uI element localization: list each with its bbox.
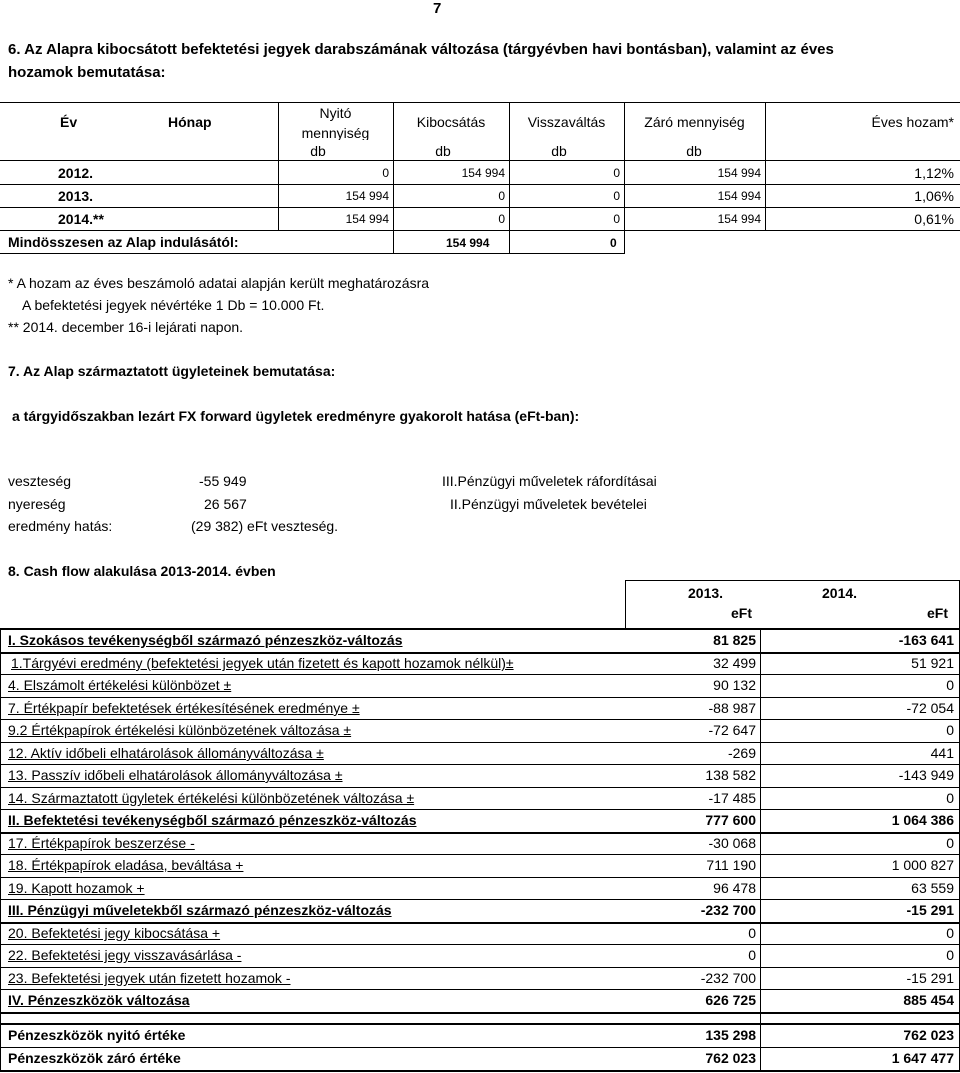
row-nyito: 154 994 — [345, 189, 389, 203]
fx-label: nyereség — [8, 496, 66, 512]
header-hozam: Éves hozam* — [871, 114, 954, 130]
cf-row-label: IV. Pénzeszközök változása — [8, 992, 190, 1008]
cf-row-label: 12. Aktív időbeli elhatárolások állományváltozása ± — [8, 745, 324, 761]
cf-row-value-2013: 777 600 — [705, 812, 756, 828]
cf-row-value-2014: 63 559 — [911, 880, 954, 896]
fx-value: -55 949 — [199, 473, 247, 489]
cf-row-label: 14. Származtatott ügyletek értékelési különbözetének változása ± — [8, 790, 415, 806]
unit-db: db — [686, 143, 702, 159]
cf-row-label: 13. Passzív időbeli elhatárolások állományváltozása ± — [8, 767, 343, 783]
cf-row-value-2013: 626 725 — [705, 992, 756, 1008]
cf-row-label: II. Befektetési tevékenységből származó pénzeszköz-változás — [8, 812, 417, 828]
fx-label: veszteség — [8, 473, 72, 489]
row-visszavaltas: 0 — [613, 189, 620, 203]
fx-label: eredmény hatás: — [8, 518, 113, 534]
cf-row-value-2013: -232 700 — [700, 902, 756, 918]
cf-bottom-v2: 1 647 477 — [891, 1050, 954, 1066]
cf-row-value-2014: 0 — [946, 790, 954, 806]
cf-row-label: 17. Értékpapírok beszerzése - — [8, 835, 195, 851]
note: * A hozam az éves beszámoló adatai alapján került meghatározásra — [8, 275, 430, 291]
row-visszavaltas: 0 — [613, 212, 620, 226]
header-kibocsatas: Kibocsátás — [416, 114, 486, 130]
cf-row-label: 1.Tárgyévi eredmény (befektetési jegyek után fizetett és kapott hozamok nélkül)± — [11, 655, 514, 671]
fx-note: II.Pénzügyi műveletek bevételei — [450, 496, 647, 512]
section7-subtitle: a tárgyidőszakban lezárt FX forward ügyletek eredményre gyakorolt hatása (eFt-ban): — [12, 408, 580, 424]
cf-row-value-2013: 32 499 — [713, 655, 756, 671]
cf-row-value-2014: 0 — [946, 925, 954, 941]
cf-row-label: 19. Kapott hozamok + — [8, 880, 145, 896]
cf-bottom-v1: 762 023 — [705, 1050, 756, 1066]
row-zaro: 154 994 — [717, 212, 761, 226]
cf-row-value-2013: -72 647 — [708, 722, 756, 738]
unit-db: db — [435, 143, 451, 159]
cf-row-value-2014: 0 — [946, 677, 954, 693]
cf-row-value-2014: -15 291 — [906, 902, 954, 918]
cf-row-value-2013: 138 582 — [705, 767, 756, 783]
cf-row-value-2013: 81 825 — [713, 632, 756, 648]
cf-row-value-2014: 1 064 386 — [891, 812, 954, 828]
header-visszavaltas: Visszaváltás — [527, 114, 606, 130]
header-nyito-2: mennyiség — [301, 125, 370, 140]
section6-title-line2: hozamok bemutatása: — [8, 64, 166, 81]
cf-row-value-2013: -17 485 — [708, 790, 756, 806]
cf-year1: 2013. — [688, 585, 724, 601]
cf-row-value-2014: 441 — [930, 745, 954, 761]
cf-row-value-2013: 711 190 — [706, 857, 756, 873]
fx-note: III.Pénzügyi műveletek ráfordításai — [442, 473, 657, 489]
cf-row-label: 7. Értékpapír befektetések értékesítésének eredménye ± — [8, 700, 360, 716]
cf-row-value-2013: -88 987 — [708, 700, 756, 716]
row-hozam: 1,12% — [914, 165, 954, 181]
row-hozam: 1,06% — [914, 188, 954, 204]
row-year: 2013. — [58, 188, 94, 204]
cf-bottom-label: Pénzeszközök nyitó értéke — [8, 1027, 186, 1043]
row-nyito: 0 — [382, 166, 389, 180]
cf-row-value-2013: 96 478 — [713, 880, 756, 896]
cf-row-label: 9.2 Értékpapírok értékelési különbözetének változása ± — [8, 722, 352, 738]
header-nyito-1: Nyitó — [319, 105, 352, 121]
section7-title: 7. Az Alap származtatott ügyleteinek bemutatása: — [8, 363, 336, 379]
cf-row-value-2013: 0 — [748, 925, 756, 941]
header-honap: Hónap — [168, 114, 212, 130]
cf-row-value-2013: -269 — [727, 745, 756, 761]
note: A befektetési jegyek névértéke 1 Db = 10.000 Ft. — [22, 297, 325, 313]
fx-value: (29 382) eFt veszteség. — [191, 518, 339, 534]
unit-db: db — [310, 143, 326, 159]
cf-bottom-v1: 135 298 — [705, 1027, 756, 1043]
total-label: Mindösszesen az Alap indulásától: — [8, 234, 239, 250]
total-visszavaltas: 0 — [610, 236, 617, 250]
cf-bottom-label: Pénzeszközök záró értéke — [8, 1050, 181, 1066]
cf-row-value-2014: -72 054 — [906, 700, 954, 716]
header-zaro: Záró mennyiség — [644, 114, 745, 130]
section8-title: 8. Cash flow alakulása 2013-2014. évben — [8, 563, 276, 579]
cf-row-value-2014: 0 — [946, 947, 954, 963]
cf-row-value-2014: 1 000 827 — [891, 857, 954, 873]
cf-row-value-2014: 0 — [946, 722, 954, 738]
cf-row-label: 4. Elszámolt értékelési különbözet ± — [8, 677, 232, 693]
cf-row-label: 20. Befektetési jegy kibocsátása + — [8, 925, 221, 941]
row-zaro: 154 994 — [717, 166, 761, 180]
cf-bottom-v2: 762 023 — [903, 1027, 954, 1043]
fx-value: 26 567 — [204, 496, 247, 512]
cf-row-label: I. Szokásos tevékenységből származó pénzeszköz-változás — [8, 632, 403, 648]
total-kibocsatas: 154 994 — [446, 236, 490, 250]
cf-year2: 2014. — [822, 585, 858, 601]
row-kibocsatas: 154 994 — [461, 166, 505, 180]
row-nyito: 154 994 — [345, 212, 389, 226]
note: ** 2014. december 16-i lejárati napon. — [8, 319, 244, 335]
cf-row-value-2014: -143 949 — [898, 767, 954, 783]
row-hozam: 0,61% — [914, 211, 954, 227]
header-ev: Év — [60, 114, 78, 130]
row-kibocsatas: 0 — [498, 189, 505, 203]
cf-row-value-2013: 0 — [748, 947, 756, 963]
row-year: 2014.** — [58, 211, 104, 227]
cf-row-value-2013: -30 068 — [708, 835, 756, 851]
cf-row-label: 23. Befektetési jegyek után fizetett hozamok - — [8, 970, 291, 986]
cf-row-value-2014: -15 291 — [906, 970, 954, 986]
cf-row-value-2013: 90 132 — [713, 677, 756, 693]
cf-unit1: eFt — [731, 605, 752, 621]
cf-row-value-2014: 0 — [946, 835, 954, 851]
page-number: 7 — [433, 0, 442, 17]
cf-row-value-2014: -163 641 — [898, 632, 954, 648]
row-zaro: 154 994 — [717, 189, 761, 203]
row-year: 2012. — [58, 165, 94, 181]
cf-row-label: 22. Befektetési jegy visszavásárlása - — [8, 947, 242, 963]
unit-db: db — [551, 143, 567, 159]
cf-row-value-2014: 51 921 — [911, 655, 954, 671]
cf-unit2: eFt — [927, 605, 948, 621]
cf-row-value-2014: 885 454 — [903, 992, 954, 1008]
row-visszavaltas: 0 — [613, 166, 620, 180]
cf-row-label: 18. Értékpapírok eladása, beváltása + — [8, 857, 244, 873]
section6-title-line1: 6. Az Alapra kibocsátott befektetési jegyek darabszámának változása (tárgyévben havi bontásban), valamint az éves — [8, 41, 834, 58]
cf-row-value-2013: -232 700 — [700, 970, 756, 986]
cf-row-label: III. Pénzügyi műveletekből származó pénzeszköz-változás — [8, 902, 392, 918]
row-kibocsatas: 0 — [498, 212, 505, 226]
